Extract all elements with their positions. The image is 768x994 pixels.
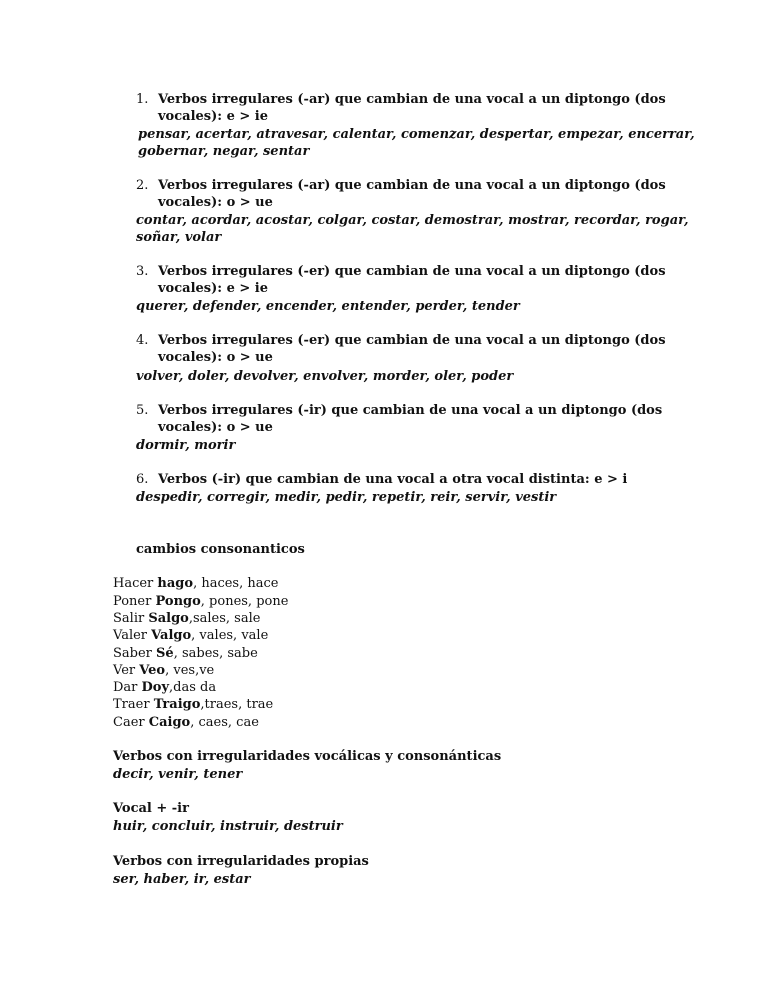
other-forms: ,sales, sale [188, 611, 261, 626]
other-forms: , sabes, sabe [173, 646, 258, 661]
infinitive: Hacer [113, 576, 158, 591]
verb-list: contar, acordar, acostar, colgar, costar, demostrar, mostrar, recordar, rogar, [136, 213, 689, 228]
infinitive: Valer [113, 628, 152, 643]
list-item [113, 576, 278, 591]
section-number: 4. [136, 333, 149, 348]
infinitive: Poner [113, 594, 156, 609]
consonant-changes-title: cambios consonanticos [136, 542, 305, 557]
list-item [113, 628, 268, 643]
infinitive: Caer [113, 715, 149, 730]
yo-form: Salgo [148, 611, 189, 626]
list-item [113, 646, 258, 661]
section-number: 1. [136, 92, 149, 107]
verb-list: huir, concluir, instruir, destruir [113, 819, 343, 834]
infinitive: Salir [113, 611, 149, 626]
section-heading: Verbos irregulares (-er) que cambian de una vocal a un diptongo (dos [158, 333, 666, 348]
group-heading: Verbos con irregularidades vocálicas y consonánticas [113, 749, 502, 764]
section-heading-cont: vocales): o > ue [158, 350, 273, 365]
infinitive: Traer [113, 697, 154, 712]
section-heading-cont: vocales): e > ie [158, 109, 268, 124]
verb-list: ser, haber, ir, estar [113, 872, 251, 887]
list-item [113, 594, 288, 609]
other-forms: ,das da [169, 680, 217, 695]
infinitive: Ver [113, 663, 140, 678]
verb-list-cont: soñar, volar [136, 230, 222, 245]
section-heading: Verbos (-ir) que cambian de una vocal a otra vocal distinta: e > i [158, 472, 628, 487]
list-item [113, 680, 216, 695]
section-heading: Verbos irregulares (-ar) que cambian de una vocal a un diptongo (dos [158, 178, 666, 193]
other-forms: , pones, pone [200, 594, 289, 609]
group-heading: Verbos con irregularidades propias [113, 854, 369, 869]
other-forms: , vales, vale [191, 628, 269, 643]
list-item [113, 663, 214, 678]
other-forms: , ves,ve [165, 663, 215, 678]
section-number: 2. [136, 178, 149, 193]
section-heading: Verbos irregulares (-ir) que cambian de una vocal a un diptongo (dos [158, 403, 663, 418]
verb-list: querer, defender, encender, entender, perder, tender [136, 299, 520, 314]
section-heading: Verbos irregulares (-ar) que cambian de una vocal a un diptongo (dos [158, 92, 666, 107]
section-heading: Verbos irregulares (-er) que cambian de una vocal a un diptongo (dos [158, 264, 666, 279]
list-item [113, 697, 273, 712]
yo-form: Traigo [153, 697, 201, 712]
infinitive: Dar [113, 680, 142, 695]
verb-list-cont: gobernar, negar, sentar [138, 144, 310, 159]
list-item [113, 611, 260, 626]
group-heading: Vocal + -ir [113, 801, 189, 816]
other-forms: , haces, hace [193, 576, 279, 591]
verb-list: pensar, acertar, atravesar, calentar, comenzar, despertar, empezar, encerrar, [138, 127, 695, 142]
list-item [113, 715, 259, 730]
section-number: 3. [136, 264, 149, 279]
section-heading-cont: vocales): o > ue [158, 420, 273, 435]
yo-form: Doy [141, 680, 170, 695]
infinitive: Saber [113, 646, 157, 661]
section-heading-cont: vocales): o > ue [158, 195, 273, 210]
verb-list: dormir, morir [136, 438, 236, 453]
yo-form: Caigo [148, 715, 191, 730]
yo-form: hago [157, 576, 194, 591]
yo-form: Valgo [151, 628, 192, 643]
yo-form: Pongo [155, 594, 201, 609]
verb-list: despedir, corregir, medir, pedir, repetir, reir, servir, vestir [136, 490, 557, 505]
yo-form: Veo [139, 663, 166, 678]
other-forms: ,traes, trae [200, 697, 274, 712]
yo-form: Sé [156, 646, 174, 661]
verb-list: decir, venir, tener [113, 767, 243, 782]
section-number: 5. [136, 403, 149, 418]
other-forms: , caes, cae [190, 715, 259, 730]
section-heading-cont: vocales): e > ie [158, 281, 268, 296]
section-number: 6. [136, 472, 149, 487]
verb-list: volver, doler, devolver, envolver, morder, oler, poder [136, 369, 514, 384]
